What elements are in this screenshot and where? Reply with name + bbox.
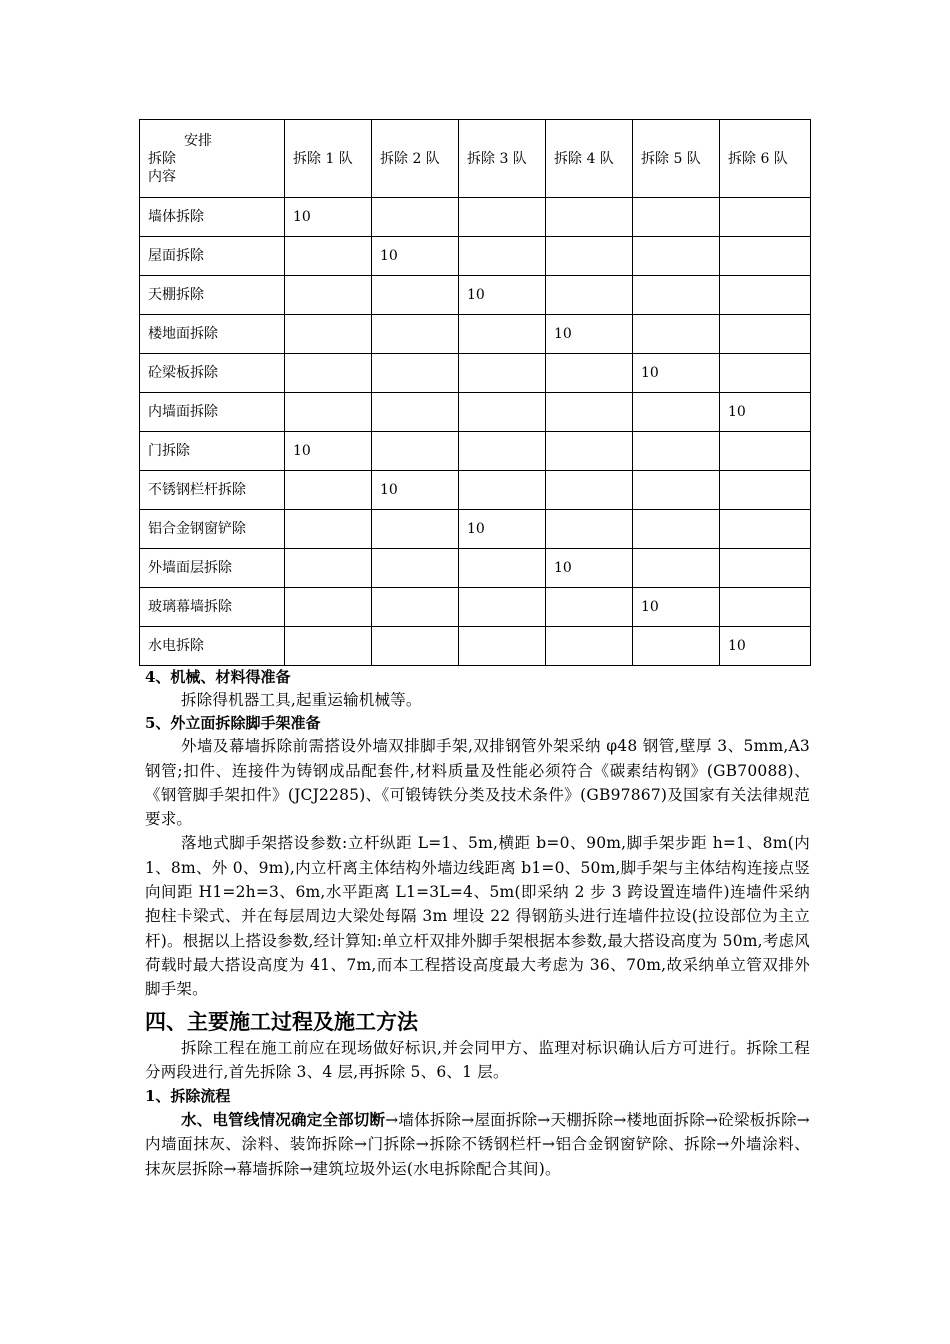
team-4-cell [546,471,633,510]
team-1-cell [285,393,372,432]
team-5-cell [633,549,720,588]
team-2-cell [372,198,459,237]
team-3-cell [459,627,546,666]
team-4-cell [546,432,633,471]
row-item-label: 墙体拆除 [140,198,285,237]
team-5-cell: 10 [633,354,720,393]
team-6-cell [720,276,811,315]
team-1-cell [285,315,372,354]
team-5-cell [633,627,720,666]
row-item-label: 水电拆除 [140,627,285,666]
team-3-cell: 10 [459,510,546,549]
team-5-cell [633,237,720,276]
team-4-cell [546,510,633,549]
team-1-cell: 10 [285,198,372,237]
team-4-cell [546,354,633,393]
team-header-1: 拆除 1 队 [285,120,372,198]
table-row [140,432,811,471]
team-2-cell [372,393,459,432]
team-3-cell [459,198,546,237]
team-2-cell [372,510,459,549]
team-header-3: 拆除 3 队 [459,120,546,198]
team-2-cell [372,627,459,666]
team-6-cell [720,549,811,588]
team-6-cell [720,471,811,510]
team-4-cell: 10 [546,315,633,354]
chapter-4-title: 四、主要施工过程及施工方法 [145,1008,418,1034]
team-1-cell [285,237,372,276]
row-item-label: 不锈钢栏杆拆除 [140,471,285,510]
row-item-label: 外墙面层拆除 [140,549,285,588]
team-5-cell: 10 [633,588,720,627]
section-4-title: 4、机械、材料得准备 [145,668,291,686]
team-4-cell [546,276,633,315]
row-item-label: 铝合金钢窗铲除 [140,510,285,549]
section-5-paragraph-1: 外墙及幕墙拆除前需搭设外墙双排脚手架,双排钢管外架采纳 φ48 钢管,壁厚 3、5mm,A3 钢管;扣件、连接件为铸钢成品配套件,材料质量及性能必须符合《碳素结构钢》(GB70088)、《钢管脚手架扣件》(JCJ2285)、《可锻铸铁分类及技术条件》(GB97867)及国家有关法律规范要求。 [145,737,810,829]
team-4-cell [546,198,633,237]
team-4-cell: 10 [546,549,633,588]
table-row [140,549,811,588]
team-5-cell [633,432,720,471]
body-text [145,666,810,1181]
table-row [140,627,811,666]
team-header-2: 拆除 2 队 [372,120,459,198]
header-content-label: 内容 [148,168,176,185]
team-2-cell: 10 [372,471,459,510]
table-row [140,198,811,237]
team-2-cell [372,588,459,627]
team-header-4: 拆除 4 队 [546,120,633,198]
table-row [140,276,811,315]
team-1-cell [285,549,372,588]
header-demolish-label: 拆除 [148,150,176,167]
table-row [140,393,811,432]
team-5-cell [633,198,720,237]
team-3-cell [459,315,546,354]
team-6-cell [720,354,811,393]
section-1-title: 1、拆除流程 [145,1087,231,1106]
team-6-cell: 10 [720,393,811,432]
team-1-cell [285,510,372,549]
team-2-cell [372,432,459,471]
team-1-cell [285,354,372,393]
table-header-row [140,120,811,198]
flow-rest: →墙体拆除→屋面拆除→天棚拆除→楼地面拆除→砼梁板拆除→内墙面抹灰、涂料、装饰拆除→门拆除→拆除不锈钢栏杆→铝合金钢窗铲除、拆除→外墙涂料、抹灰层拆除→幕墙拆除→建筑垃圾外运(水电拆除配合其间)。 [145,1111,810,1178]
table-row [140,354,811,393]
row-item-label: 门拆除 [140,432,285,471]
team-6-cell [720,432,811,471]
header-arrange-label: 安排 [184,132,212,149]
section-5-title: 5、外立面拆除脚手架准备 [145,714,321,733]
team-3-cell [459,432,546,471]
team-6-cell: 10 [720,627,811,666]
team-6-cell [720,588,811,627]
team-3-cell: 10 [459,276,546,315]
section-5-paragraph-2: 落地式脚手架搭设参数:立杆纵距 L=1、5m,横距 b=0、90m,脚手架步距 h=1、8m(内 1、8m、外 0、9m),内立杆离主体结构外墙边线距离 b1=0、50m,脚手架与主体结构连接点竖向间距 H1=2h=3、6m,水平距离 L1=3L=4、5m(即采纳 2 步 3 跨设置连墙件)连墙件采纳抱柱卡梁式、并在每层周边大梁处每隔 3m 埋设 22 得钢筋头进行连墙件拉设(拉设部位为主立杆)。根据以上搭设参数,经计算知:单立杆双排外脚手架根据本参数,最大搭设高度为 50m,考虑风荷载时最大搭设高度为 41、7m,而本工程搭设高度最大考虑为 36、70m,故采纳单立管双排外脚手架。 [145,834,810,999]
team-1-cell [285,588,372,627]
team-2-cell [372,315,459,354]
table-row [140,237,811,276]
team-2-cell [372,354,459,393]
team-5-cell [633,276,720,315]
team-1-cell [285,276,372,315]
row-item-label: 内墙面拆除 [140,393,285,432]
team-5-cell [633,315,720,354]
team-5-cell [633,471,720,510]
table-row [140,471,811,510]
row-item-label: 楼地面拆除 [140,315,285,354]
demolition-assignment-table [139,119,811,666]
row-item-label: 玻璃幕墙拆除 [140,588,285,627]
team-3-cell [459,393,546,432]
team-3-cell [459,237,546,276]
team-2-cell [372,276,459,315]
section-4-body: 拆除得机器工具,起重运输机械等。 [181,691,422,709]
team-header-6: 拆除 6 队 [720,120,811,198]
team-3-cell [459,549,546,588]
team-header-5: 拆除 5 队 [633,120,720,198]
chapter-4-paragraph: 拆除工程在施工前应在现场做好标识,并会同甲方、监理对标识确认后方可进行。拆除工程分两段进行,首先拆除 3、4 层,再拆除 5、6、1 层。 [145,1038,810,1081]
team-1-cell [285,471,372,510]
team-6-cell [720,198,811,237]
section-1-flow [145,1108,810,1181]
team-1-cell [285,627,372,666]
team-3-cell [459,588,546,627]
row-item-label: 屋面拆除 [140,237,285,276]
table-row [140,315,811,354]
team-6-cell [720,315,811,354]
team-4-cell [546,393,633,432]
table-body [140,120,811,666]
row-item-label: 砼梁板拆除 [140,354,285,393]
team-4-cell [546,588,633,627]
team-2-cell: 10 [372,237,459,276]
team-4-cell [546,237,633,276]
team-5-cell [633,510,720,549]
team-6-cell [720,510,811,549]
table-row [140,510,811,549]
team-1-cell: 10 [285,432,372,471]
team-3-cell [459,471,546,510]
team-4-cell [546,627,633,666]
row-item-label: 天棚拆除 [140,276,285,315]
team-3-cell [459,354,546,393]
team-6-cell [720,237,811,276]
diagonal-header-cell [140,120,285,198]
team-2-cell [372,549,459,588]
flow-bold-lead: 水、电管线情况确定全部切断 [181,1110,386,1130]
table-row [140,588,811,627]
team-5-cell [633,393,720,432]
